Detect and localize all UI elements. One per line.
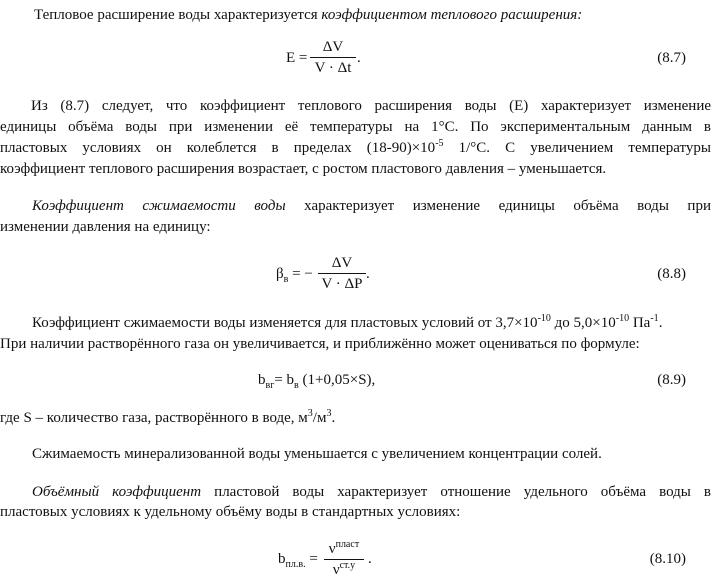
subscript: в xyxy=(283,274,289,285)
line: единицы объёма воды при изменении её температуры на 1°С. По экспериментальным данным в xyxy=(0,119,711,135)
text: 1/°С. С увеличением температуры xyxy=(443,140,711,156)
text: где S – количество газа, растворённого в воде, м xyxy=(0,410,308,426)
symbol: ν xyxy=(328,541,336,557)
equation-number: (8.8) xyxy=(657,266,686,282)
eq-lhs: E = xyxy=(286,50,308,66)
text: характеризует изменение единицы объёма воды при xyxy=(285,198,711,214)
exponent: 3 xyxy=(326,408,332,419)
line xyxy=(0,138,711,159)
eq-lhs xyxy=(276,264,313,285)
exponent: -10 xyxy=(537,313,551,324)
superscript: пласт xyxy=(335,539,360,550)
equation-number: (8.10) xyxy=(649,551,686,567)
symbol: β xyxy=(276,266,284,282)
line: коэффициент теплового расширения возрастает, с ростом пластового давления – уменьшается. xyxy=(0,161,607,177)
fraction xyxy=(324,540,364,579)
exponent: 3 xyxy=(307,408,313,419)
eq-lhs xyxy=(278,549,318,570)
subscript: пл.в. xyxy=(285,559,306,570)
eq-body xyxy=(258,370,375,391)
symbol: b xyxy=(258,372,266,388)
text: Па xyxy=(629,315,651,331)
exponent: -5 xyxy=(435,138,444,149)
line: Из (8.7) следует, что коэффициент теплового расширения воды (Е) характеризует изменение xyxy=(31,98,711,114)
exponent: -1 xyxy=(650,313,659,324)
term-thermal-expansion: коэффициентом теплового расширения: xyxy=(321,7,583,23)
numerator: ΔV xyxy=(331,255,353,271)
numerator xyxy=(324,540,364,558)
paragraph-mineralized-water: Сжимаемость минерализованной воды уменьшается с увеличением концентрации солей. xyxy=(32,446,602,462)
text: до 5,0×10 xyxy=(550,315,616,331)
paragraph-thermal-expansion-intro xyxy=(34,5,582,26)
eq-tail: . xyxy=(366,266,370,282)
term-compressibility: Коэффициент сжимаемости воды xyxy=(32,198,286,214)
operator: = − xyxy=(288,266,313,282)
text: пластовой воды характеризует отношение удельного объёма воды в xyxy=(201,484,712,500)
text: пластовых условиях он колеблется в пределах (18-90)×10 xyxy=(0,140,436,156)
text: . xyxy=(658,315,663,331)
term-volume-factor: Объёмный коэффициент xyxy=(32,484,202,500)
exponent: -10 xyxy=(615,313,630,324)
line: При наличии растворённого газа он увеличивается, и приближённо может оцениваться по формуле: xyxy=(0,336,640,352)
subscript: вг xyxy=(265,380,275,391)
line: изменении давления на единицу: xyxy=(0,219,211,235)
subscript: в xyxy=(294,380,299,391)
text: . xyxy=(331,410,336,426)
text: /м xyxy=(312,410,327,426)
equation-number: (8.7) xyxy=(657,50,686,66)
symbol: ν xyxy=(332,562,340,578)
numerator: ΔV xyxy=(322,39,344,55)
line xyxy=(0,196,711,217)
symbol: b xyxy=(278,551,286,567)
denominator xyxy=(324,561,364,579)
paragraph-gas-definition xyxy=(0,408,335,429)
fraction xyxy=(310,38,356,77)
line xyxy=(32,313,662,334)
text: Тепловое расширение воды характеризуется xyxy=(34,7,322,23)
line xyxy=(0,482,711,503)
denominator: V · Δt xyxy=(314,60,352,76)
fraction xyxy=(318,254,366,293)
text: (1+0,05×S), xyxy=(298,372,376,388)
superscript: ст.у xyxy=(339,560,356,571)
eq-tail: . xyxy=(368,551,372,567)
text: Коэффициент сжимаемости воды изменяется для пластовых условий от 3,7×10 xyxy=(32,315,538,331)
text: = b xyxy=(274,372,295,388)
equation-number: (8.9) xyxy=(657,372,686,388)
denominator: V · ΔP xyxy=(321,276,363,292)
eq-tail: . xyxy=(357,50,361,66)
operator: = xyxy=(305,551,318,567)
line: пластовых условиях к удельному объёму воды в стандартных условиях: xyxy=(0,504,461,520)
